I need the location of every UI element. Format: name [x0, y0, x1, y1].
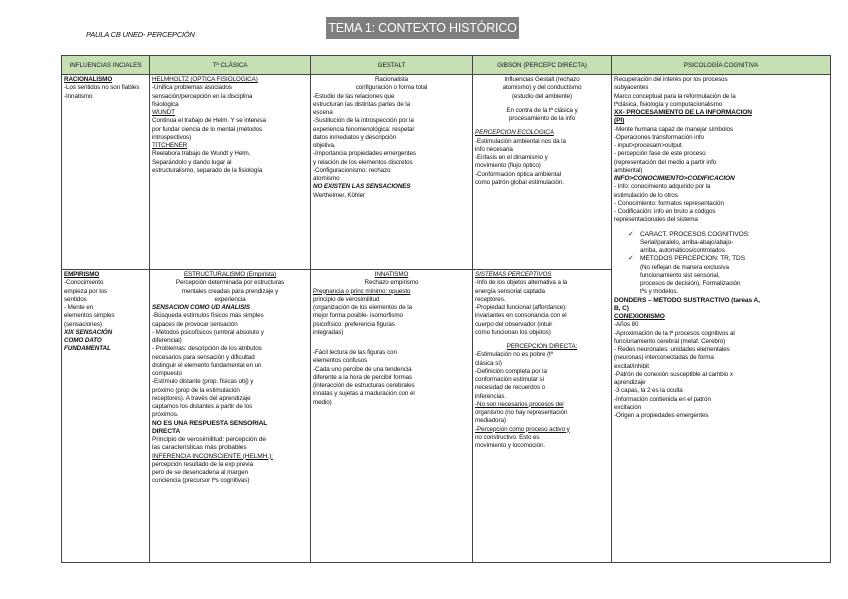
text-line: subyacentes [614, 84, 649, 92]
text-line: y relación de los elementos discretos [313, 158, 413, 166]
text-line: CARACT. PROCESOS COGNITIVOS: [640, 230, 750, 238]
cell-gibson-1 [473, 75, 612, 270]
text-line: Racionalista [374, 76, 409, 83]
heading-percepcion-ecologica: PERCEPCIÓN ECOLÓGICA [475, 129, 554, 137]
text-line: procesos de decisión), Formalización [640, 280, 741, 287]
text-line: inferencias. [475, 392, 507, 400]
text-line: Separándolo y dando lugar al [152, 158, 232, 166]
text-line: próximo (prop de la estimulación [152, 386, 240, 394]
text-line: cuerpo del observador (intuir [475, 320, 553, 328]
text-line: representacionales del sistema [614, 216, 698, 224]
cell-racionalismo [62, 75, 150, 270]
text-line: Continua el trabajo de Helm. Y se interesa [152, 117, 266, 125]
text-line: - Mente en [64, 304, 94, 311]
text-line: receptores). A través del aprendizaje [152, 394, 251, 402]
text-line: -Cada uno percibe de una tendencia [313, 365, 412, 373]
highlight-sensacion: COMO DATO [64, 337, 102, 344]
text-line: -Conformación óptica ambiental [475, 170, 561, 178]
text-line: aprendizaje [614, 379, 646, 386]
cell-clasica-2 [150, 270, 311, 563]
text-line: no constructivo. Esto es [475, 433, 540, 441]
text-line: captamos los distantes a partir de los [152, 403, 253, 410]
heading-wundt: WUNDT [152, 109, 175, 116]
heading-percepcion-directa: PERCEPCION DIRECTA: [506, 343, 578, 350]
text-line: -Origen a propiedades emergentes [614, 412, 709, 419]
text-line: -Los sentidos no son fiables [64, 84, 140, 92]
text-line: configuración o forma total [355, 84, 428, 92]
check-icon: ✓ [628, 230, 634, 238]
heading-titchener: TITCHENER [152, 142, 188, 149]
text-line: estructuralismo, separado de la fisiología [152, 166, 263, 174]
text-line: Serial/paralelo, arriba-abajo/abajo- [640, 238, 734, 246]
text-line: distinguir el elemento fundamental en un [152, 361, 262, 369]
text-line: mentales creadas para prendizaje y [181, 287, 279, 295]
highlight-sensacion: FUNDAMENTAL [64, 345, 111, 353]
text-line: medio) [313, 398, 332, 406]
heading-inferencia: INFERENCIA INCONSCIENTE (HELMH.): [152, 452, 273, 460]
text-line: tªclásica, fisiología y computacionalismo [614, 100, 723, 108]
heading-sistemas-perceptivos: SISTEMAS PERCEPTIVOS [475, 271, 552, 278]
text-line: cómo funcionan los objetos) [475, 328, 551, 336]
text-line: (interacción de estructuras cerebrales [313, 382, 415, 389]
highlight-no-respuesta: NO ES UNA RESPUESTA SENSORIAL [152, 419, 268, 427]
text-line: introspectivos) [152, 133, 192, 141]
check-item-metodos [614, 255, 828, 296]
text-line: fisiológica [152, 100, 179, 108]
heading-helmholtz: HELMHOLTZ (ÓPTICA FISIOLÓGICA) [152, 76, 258, 83]
heading-conexionismo: CONEXIONISMO [614, 313, 665, 320]
text-line: Percepción determinada por estructuras [175, 279, 285, 287]
text-line: (representación del medio a partir info [614, 158, 717, 166]
text-line: -3 capas, la 2 es la oculta [614, 387, 683, 395]
text-line: invariantes en consonancia con el [475, 312, 567, 320]
highlight-sensacion: XIX SENSACIÓN [64, 328, 113, 336]
text-line: B, C) [614, 304, 629, 312]
text-line: Recuperación del interés por los procesos [614, 76, 728, 83]
text-line: - Redes neuronales: unidades elementales [614, 346, 730, 353]
text-line: - input>procesam>output [614, 142, 682, 149]
text-line: capaces de provocar sensación [152, 320, 238, 328]
text-line: - Conocimiento: formatos representación [614, 199, 724, 207]
text-line: Wertheimer, Köhler [313, 191, 365, 199]
text-line: Rechazo empirismo [364, 279, 419, 287]
text-line: energía sensorial captada [475, 287, 545, 295]
text-line: atomismo) y del conductismo [502, 84, 582, 92]
text-line: Principio de verosimilitud: percepción de [152, 436, 266, 443]
text-line: datos inmediatos y descripción [313, 133, 397, 141]
text-line: -Definición completa por la [475, 367, 547, 375]
highlight-no-respuesta: DIRECTA [152, 427, 181, 435]
text-line: innatas y sujetas a maduración con el [313, 390, 415, 398]
text-line: -Años 80 [614, 321, 639, 329]
text-line: necesidad de recuerdos o [475, 384, 546, 392]
text-line: como patrón global estimulación. [475, 178, 564, 186]
heading-estructuralismo: ESTRUCTURALISMO (Empirista) [183, 271, 277, 278]
text-line: (organización de los elementos de la [313, 304, 412, 311]
heading-racionalismo: RACIONALISMO [64, 76, 113, 83]
text-line: -Estimulación no es pobre (tª [475, 351, 553, 359]
text-line: sensación/percepción en la disciplina [152, 92, 253, 100]
text-line: Influencias Gestalt (rechazo [504, 76, 580, 83]
author-label: PAULA CB UNED- PERCEPCIÓN [86, 30, 195, 39]
highlight-no-sensaciones: NO EXISTEN LAS SENSACIONES [313, 183, 411, 191]
text-line: -Aproximación de la tª procesos cognitivos al [614, 329, 735, 337]
row-racionalismo [62, 75, 831, 270]
text-line: experiencia [214, 295, 246, 303]
heading-pi: (PI) [614, 117, 625, 125]
text-line: las características más probables [152, 444, 247, 452]
text-line: -Información contienida en el patrón [614, 395, 711, 403]
text-line: (estudio del ambiente) [511, 92, 573, 100]
text-line: info necesaria [475, 145, 513, 153]
heading-donders: DONDERS – MÉTODO SUSTRACTIVO (tareas A, [614, 296, 760, 304]
text-line: atomismo [313, 175, 340, 182]
text-line: elementos simples [64, 312, 115, 320]
check-icon: ✓ [628, 255, 634, 263]
heading-pregnancia: Pregnancia o princ mínimo: opuesto [313, 287, 411, 295]
text-line: En contra de la tª clásica y [506, 106, 578, 114]
text-line: receptores. [475, 295, 506, 303]
text-line: integradas) [313, 328, 344, 336]
text-line: - Métodos psicofísicos (umbral absoluto y [152, 328, 264, 336]
text-line: (No reflejan de manera exclusiva [640, 263, 729, 271]
text-line: ambiental) [614, 166, 643, 174]
cell-gestalt-1 [311, 75, 473, 270]
text-line: -Percepción como proceso activo y [475, 425, 570, 433]
text-line: mejor forma posible- isomorfismo [313, 312, 403, 320]
text-line: -Búsqueda estímulos físicos más simples [152, 312, 264, 320]
text-line: -Sustitución de la introspección por la [313, 117, 414, 125]
text-line: -Operaciones transformación info [614, 133, 704, 141]
text-line: - Codificación: info en bruto a códigos [614, 208, 716, 215]
text-line: escena [313, 109, 333, 116]
text-line: estimulación de lo otros [614, 191, 678, 199]
text-line: - Problemas: descripción de los atributos [152, 345, 262, 353]
text-line: -Propiedad funcional (affordance): [475, 304, 567, 311]
text-line: funcionamiento sist sensorial, [640, 271, 720, 279]
text-line: -Innatismo [64, 92, 93, 100]
text-line: excitación [614, 403, 642, 411]
text-line: estructuran las distintas partes de la [313, 100, 411, 108]
text-line: clásica sí) [475, 359, 502, 367]
text-line: psicofísico: preferencia figuras [313, 320, 395, 328]
history-table [61, 55, 831, 563]
header-clasica: Tª CLÁSICA [150, 56, 311, 75]
text-line: Marco conceptual para la reformulación de la [614, 92, 736, 100]
text-line: (neuronas) interconectadas de forma [614, 354, 714, 362]
text-line: funcionamiento cerebral (metaf. Cerebro) [614, 337, 726, 345]
cell-gibson-2 [473, 270, 612, 563]
text-line: experiencia fenomenológica: respetar [313, 125, 415, 133]
text-line: percepción resultado de la exp previa [152, 460, 253, 468]
header-cognitiva: PSICOLOGÍA COGNITIVA [612, 56, 831, 75]
heading-info-codificacion: INFO>CONOCIMIENTO>CODIFICACIÓN [614, 175, 735, 182]
text-line: - Info: conocimiento adquirido por la [614, 183, 711, 191]
text-line: -Unifica problemas asociados [152, 84, 232, 92]
heading-procesamiento-info: XX- PROCESAMIENTO DE LA INFORMACIÓN [614, 109, 752, 116]
text-line: -Estimulación ambiental nos da la [475, 137, 566, 145]
cell-clasica-1 [150, 75, 311, 270]
header-row [62, 56, 831, 75]
text-line: conformación estimular si [475, 376, 544, 383]
text-line: organismo (no hay representación [475, 409, 568, 416]
heading-sensacion-analisis: SENSACIÓN COMO UD ANÁLISIS [152, 304, 250, 311]
text-line: sentidos [64, 295, 87, 303]
text-line: -Fácil lectura de las figuras con [313, 349, 397, 356]
text-line: -No son necesarios procesos del [475, 400, 564, 408]
text-line: -Conocimiento [64, 279, 104, 287]
text-line: conciencia (precursor tªs cognitivas) [152, 477, 250, 485]
cell-empirismo [62, 270, 150, 563]
text-line: -Énfasis en el dinamismo y [475, 154, 548, 161]
text-line: (sensaciones) [64, 320, 102, 328]
header-gestalt: GESTALT [311, 56, 473, 75]
text-line: -Estímulo distante (prop. físicas obj) y [152, 378, 254, 386]
text-line: diferente a la hora de percibir formas [313, 373, 413, 381]
text-line: por fundar ciencia de lo mental (métodos [152, 125, 263, 133]
text-line: arriba, automáticos/controlados [640, 247, 725, 254]
text-line: pero de se desencadena al margen [152, 469, 248, 476]
text-line: excitat/inhibit [614, 362, 649, 370]
text-line: Reelabora trabajo de Wundt y Helm. [152, 150, 251, 158]
check-item-caract [614, 231, 828, 256]
text-line: compuesto [152, 370, 182, 377]
text-line: movimiento y locomoción. [475, 442, 546, 449]
text-line: MÉTODOS PERCEPCIÓN: TR, TDS [640, 255, 746, 263]
text-line: próximos. [152, 411, 179, 419]
heading-innatismo: INNATISMO [374, 271, 409, 278]
text-line: necesarios para sensación y dificultad [152, 353, 255, 361]
text-line: -Patrón de conexión susceptible al cambio x [614, 370, 733, 378]
text-line: -Info de los objetos alternativa a la [475, 279, 568, 287]
text-line: objetiva. [313, 142, 336, 149]
text-line: -Configuracionismo: rechazo [313, 166, 391, 174]
text-line: mediadora) [475, 417, 506, 425]
text-line: empieza por los [64, 287, 107, 295]
text-line: -Mente humana capaz de manejar símbolos [614, 125, 733, 133]
text-line: elementos confusos [313, 357, 368, 365]
cell-cognitiva-1 [612, 75, 831, 563]
header-influencias: INFLUENCIAS INCIALES [62, 56, 150, 75]
heading-empirismo: EMPIRISMO [64, 271, 100, 278]
text-line: tªs y modelos. [640, 288, 679, 296]
text-line: -Estudio de las relaciones que [313, 92, 395, 100]
page-title: TEMA 1: CONTEXTO HISTÓRICO [326, 17, 519, 39]
cell-gestalt-2 [311, 270, 473, 563]
text-line: principio de verosimilitud [313, 295, 380, 303]
text-line: procesamiento de la info [508, 115, 576, 122]
text-line: - percepción fase de este proceso [614, 150, 706, 158]
text-line: diferencial) [152, 337, 182, 344]
text-line: -Importancia propiedades emergentes [313, 150, 416, 158]
header-gibson: GIBSON (PERCEPC DIRECTA) [473, 56, 612, 75]
text-line: movimiento (flujo óptico) [475, 162, 541, 170]
